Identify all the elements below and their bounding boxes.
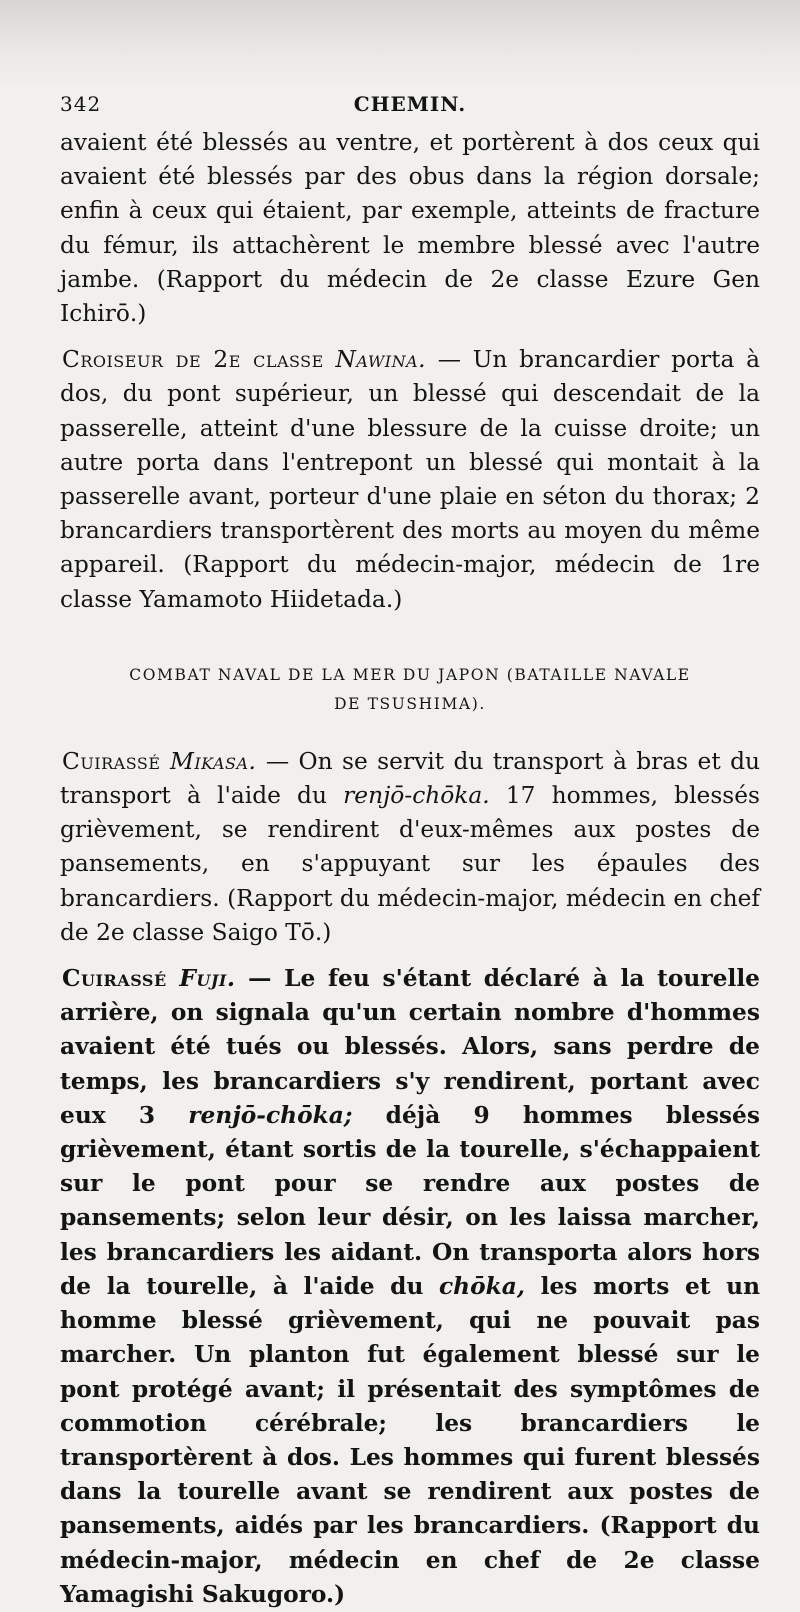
paragraph-text: déjà 9 hommes blessés grièvement, étant sortis de la tourelle, s'échappaient sur le pont pour se rendre aux postes de pansements; selon leur désir, on les laissa marcher, les brancardiers les aidant. On transporta alors hors de la tourelle, à l'aide du xyxy=(60,1101,760,1300)
paragraph-mikasa xyxy=(60,745,760,950)
paragraph-text: — Le feu s'étant déclaré à la tourelle arrière, on signala qu'un certain nombre d'hommes avaient été tués ou blessés. Alors, sans perdre de temps, les brancardiers s'y rendirent, portant avec eux 3 xyxy=(60,965,760,1129)
section-heading-line-1: COMBAT NAVAL DE LA MER DU JAPON (BATAILLE NAVALE xyxy=(129,665,691,684)
scan-top-shadow xyxy=(0,0,800,90)
section-heading-line-2: DE TSUSHIMA). xyxy=(334,694,486,713)
paragraph-ezure-report xyxy=(60,126,760,331)
paragraph-fuji xyxy=(60,962,760,1612)
ship-class-label: Cuirassé xyxy=(62,965,167,993)
ship-name: Nawina. xyxy=(335,346,427,374)
section-heading xyxy=(60,661,760,719)
paragraph-text: 17 hommes, blessés grièvement, se rendirent d'eux-mêmes aux postes de pansements, en s'appuyant sur les épaules des brancardiers. (Rapport du médecin-major, médecin en chef de 2e classe Saigo Tō.) xyxy=(60,782,760,946)
ship-name: Fuji. xyxy=(179,965,236,993)
paragraph-text: avaient été blessés au ventre, et portèrent à dos ceux qui avaient été blessés par des obus dans la région dorsale; enfin à ceux qui étaient, par exemple, atteints de fracture du fémur, ils attachèrent le membre blessé avec l'autre jambe. (Rapport du médecin de 2e classe Ezure Gen Ichirō.) xyxy=(60,129,760,328)
running-head xyxy=(60,92,760,126)
page-number: 342 xyxy=(60,92,102,116)
paragraph-text: — Un brancardier porta à dos, du pont supérieur, un blessé qui descendait de la passerelle, atteint d'une blessure de la cuisse droite; un autre porta dans l'entrepont un blessé qui montait à la passerelle avant, porteur d'une plaie en séton du thorax; 2 brancardiers transportèrent des morts au moyen du même appareil. (Rapport du médecin-major, médecin de 1re classe Yamamoto Hiidetada.) xyxy=(60,346,761,613)
term-choka: chōka, xyxy=(439,1272,526,1300)
paragraph-nawina xyxy=(60,343,760,617)
book-page xyxy=(60,92,760,1612)
term-renjo-choka: renjō-chōka; xyxy=(188,1101,353,1129)
running-title: CHEMIN. xyxy=(353,92,467,116)
ship-name: Mikasa. xyxy=(169,747,257,775)
ship-class-label: Croiseur de 2e classe xyxy=(62,346,324,374)
term-renjo-choka: renjō-chōka. xyxy=(343,782,490,810)
ship-class-label: Cuirassé xyxy=(62,747,161,775)
paragraph-text: — On se servit du transport à bras et du transport à l'aide du xyxy=(60,747,760,810)
paragraph-text: les morts et un homme blessé grièvement, qui ne pouvait pas marcher. Un planton fut également blessé sur le pont protégé avant; il présentait des symptômes de commotion cérébrale; les brancardiers le transportèrent à dos. Les hommes qui furent blessés dans la tourelle avant se rendirent aux postes de pansements, aidés par les brancardiers. (Rapport du médecin-major, médecin en chef de 2e classe Yamagishi Sakugoro.) xyxy=(60,1272,761,1608)
